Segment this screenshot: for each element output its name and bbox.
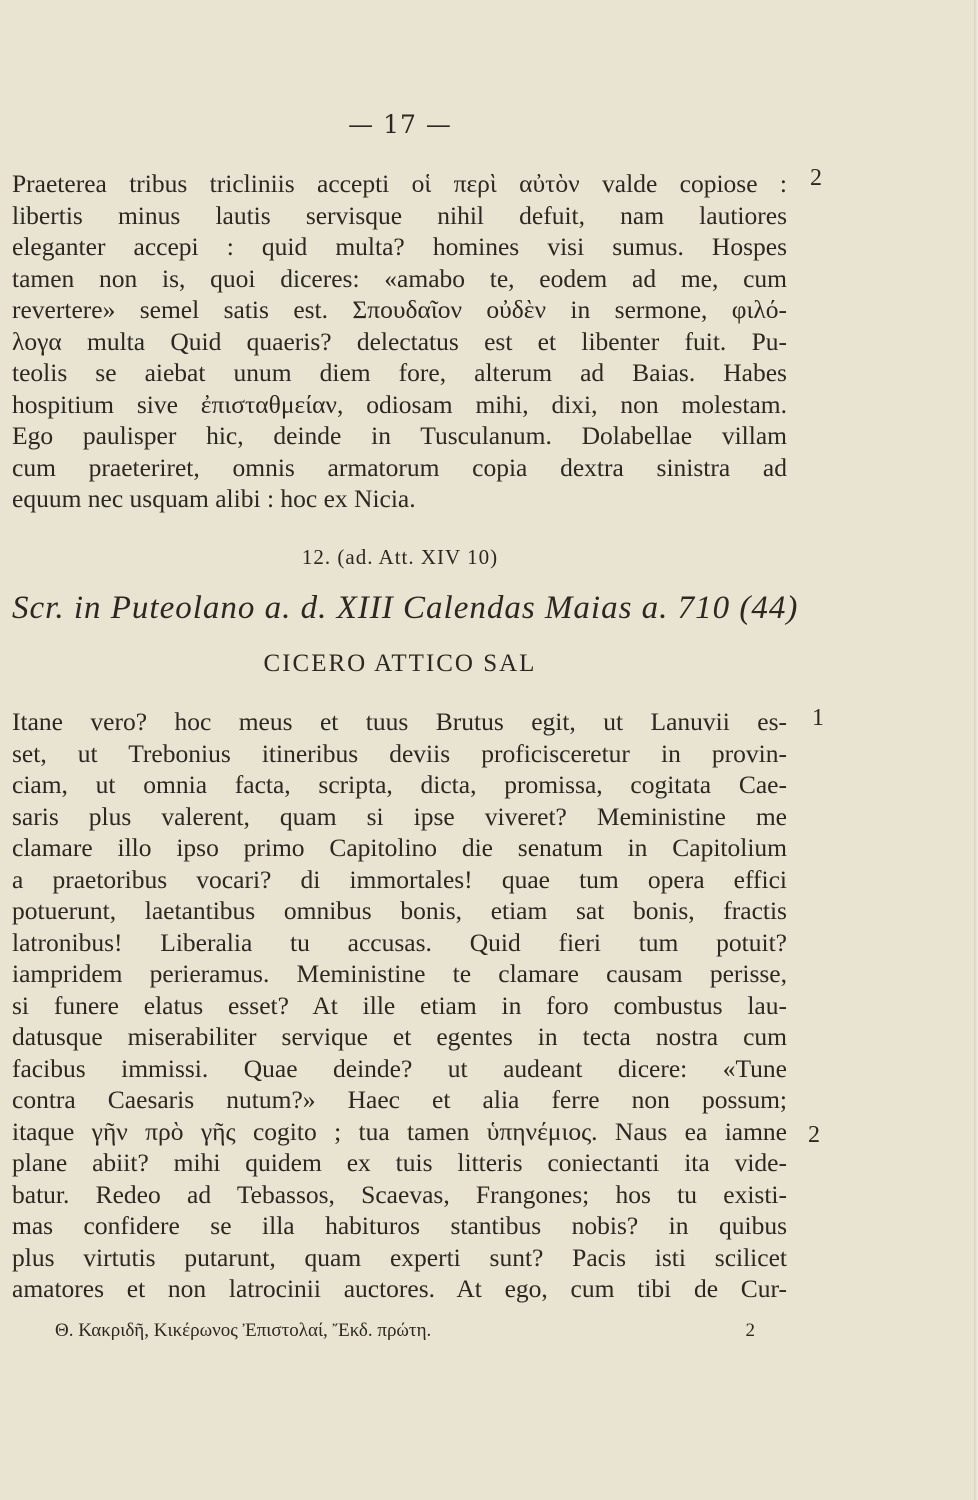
page-edge xyxy=(974,0,978,1500)
text-line: facibus immissi. Quae deinde? ut audeant dicere: «Tune xyxy=(12,1053,787,1083)
footer-sheet-number: 2 xyxy=(745,1320,755,1341)
letter-reference: 12. (ad. Att. XIV 10) xyxy=(301,545,499,569)
text-line: amatores et non latrocinii auctores. At ego, cum tibi de Cur- xyxy=(12,1274,787,1303)
footer-signature: Θ. Κακριδῆ, Κικέρωνος Ἐπιστολαί, Ἔκδ. πρώτη. xyxy=(55,1320,432,1341)
text-line: equum nec usquam alibi : hoc ex Nicia. xyxy=(12,484,416,513)
footer xyxy=(55,1320,755,1342)
margin-section-number: 2 xyxy=(810,165,822,191)
salutation: CICERO ATTICO SAL xyxy=(263,650,537,677)
text-line: datusque miserabiliter servique et egentes in tecta nostra cum xyxy=(12,1022,787,1051)
text-line: set, ut Trebonius itineribus deviis proficisceretur in provin- xyxy=(12,738,787,768)
text-line: libertis minus lautis servisque nihil defuit, nam lautiores xyxy=(12,200,787,230)
text-line: iampridem perieramus. Meministine te clamare causam perisse, xyxy=(12,959,787,988)
paragraph-1 xyxy=(12,168,787,515)
text-line: saris plus valerent, quam si ipse viveret? Meministine me xyxy=(12,801,787,831)
text-line: hospitium sive ἐπισταθμείαν, odiosam mihi, dixi, non molestam. xyxy=(12,389,787,419)
text-line: Praeterea tribus tricliniis accepti οἱ περὶ αὐτὸν valde copiose : xyxy=(12,169,787,198)
text-line: tamen non is, quoi diceres: «amabo te, eodem ad me, cum xyxy=(12,263,787,293)
text-line: eleganter accepi : quid multa? homines visi sumus. Hospes xyxy=(12,232,787,261)
text-line: Ego paulisper hic, deinde in Tusculanum. Dolabellae villam xyxy=(12,421,787,450)
text-line: λογα multa Quid quaeris? delectatus est et libenter fuit. Pu- xyxy=(12,326,787,356)
text-line: revertere» semel satis est. Σπουδαῖον οὐδὲν in sermone, φιλό- xyxy=(12,295,787,324)
text-line: potuerunt, laetantibus omnibus bonis, etiam sat bonis, fractis xyxy=(12,896,787,925)
text-line: mas confidere se illa habituros stantibus nobis? in quibus xyxy=(12,1211,787,1240)
margin-section-number: 2 xyxy=(808,1122,820,1148)
text-line: batur. Redeo ad Tebassos, Scaevas, Frangones; hos tu existi- xyxy=(12,1179,787,1209)
text-line: latronibus! Liberalia tu accusas. Quid fieri tum potuit? xyxy=(12,927,787,957)
text-line: ciam, ut omnia facta, scripta, dicta, promissa, cogitata Cae- xyxy=(12,770,787,799)
text-line: cum praeteriret, omnis armatorum copia dextra sinistra ad xyxy=(12,452,787,482)
text-line: Itane vero? hoc meus et tuus Brutus egit, ut Lanuvii es- xyxy=(12,707,787,736)
text-line: plus virtutis putarunt, quam experti sunt? Pacis isti scilicet xyxy=(12,1242,787,1272)
dateline: Scr. in Puteolano a. d. XIII Calendas Maias a. 710 (44) xyxy=(12,590,799,626)
text-line: teolis se aiebat unum diem fore, alterum ad Baias. Habes xyxy=(12,358,787,387)
text-line: contra Caesaris nutum?» Haec et alia ferre non possum; xyxy=(12,1085,787,1114)
text-line: a praetoribus vocari? di immortales! quae tum opera effici xyxy=(12,864,787,894)
text-line: plane abiit? mihi quidem ex tuis litteris coniectanti ita vide- xyxy=(12,1148,787,1177)
text-line: itaque γῆν πρὸ γῆς cogito ; tua tamen ὑπηνέμιος. Naus ea iamne xyxy=(12,1116,787,1146)
text-line: si funere elatus esset? At ille etiam in foro combustus lau- xyxy=(12,990,787,1020)
margin-section-number: 1 xyxy=(812,705,824,731)
page-number: — 17 — xyxy=(348,110,452,139)
text-line: clamare illo ipso primo Capitolino die senatum in Capitolium xyxy=(12,833,787,862)
paragraph-2 xyxy=(12,706,787,1305)
